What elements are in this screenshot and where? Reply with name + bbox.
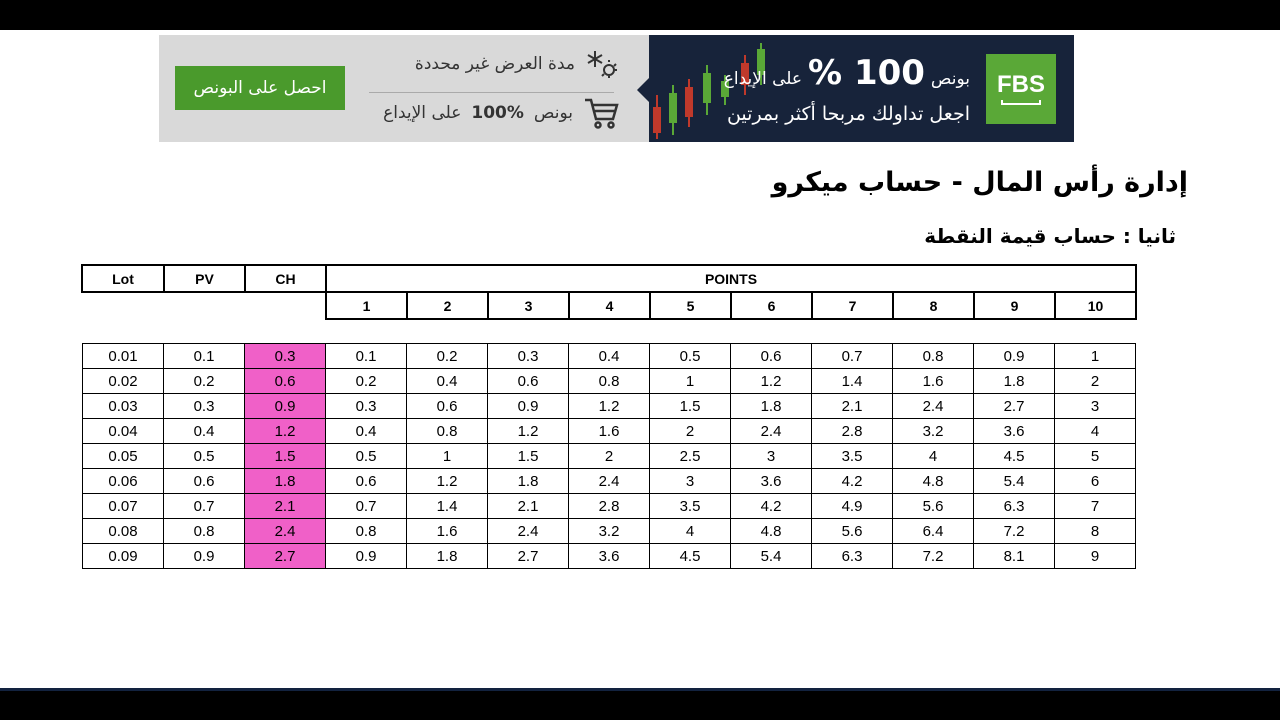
cell-point-value: 4.5	[650, 544, 731, 569]
cell-point-value: 0.3	[326, 394, 407, 419]
cell-ch: 2.1	[245, 494, 326, 519]
banner-brand-panel	[649, 35, 1074, 142]
table-row	[83, 419, 1136, 444]
cell-point-value: 2.5	[650, 444, 731, 469]
bonus-headline-prefix: بونص	[930, 69, 970, 89]
cell-pv: 0.8	[164, 519, 245, 544]
cell-lot: 0.02	[83, 369, 164, 394]
cell-point-value: 6.3	[974, 494, 1055, 519]
header-point-5: 5	[650, 292, 731, 319]
cell-point-value: 4.5	[974, 444, 1055, 469]
cell-point-value: 6	[1055, 469, 1136, 494]
cell-point-value: 1.8	[407, 544, 488, 569]
header-ch: CH	[245, 265, 326, 292]
cell-point-value: 1.2	[488, 419, 569, 444]
cell-pv: 0.4	[164, 419, 245, 444]
offer-bonus-suffix: على الإيداع	[383, 103, 462, 123]
header-point-3: 3	[488, 292, 569, 319]
cell-point-value: 0.5	[650, 344, 731, 369]
bonus-headline-suffix: على الإيداع	[723, 69, 803, 89]
cell-point-value: 3.6	[569, 544, 650, 569]
table-row	[83, 494, 1136, 519]
cell-lot: 0.03	[83, 394, 164, 419]
header-point-1: 1	[326, 292, 407, 319]
cell-point-value: 7.2	[893, 544, 974, 569]
cell-point-value: 1	[650, 369, 731, 394]
cell-point-value: 1	[1055, 344, 1136, 369]
cell-point-value: 2.7	[488, 544, 569, 569]
cell-point-value: 1.2	[731, 369, 812, 394]
cell-point-value: 0.7	[812, 344, 893, 369]
fbs-banner-ad[interactable]	[159, 35, 1074, 142]
cell-point-value: 7.2	[974, 519, 1055, 544]
header-points: POINTS	[326, 265, 1136, 292]
table-row	[83, 519, 1136, 544]
cell-point-value: 8	[1055, 519, 1136, 544]
cell-point-value: 4	[893, 444, 974, 469]
cell-point-value: 1	[407, 444, 488, 469]
cell-point-value: 0.6	[407, 394, 488, 419]
offer-bonus-prefix: بونص	[533, 103, 573, 123]
cell-point-value: 1.4	[407, 494, 488, 519]
bottom-bar	[0, 688, 1280, 691]
cell-point-value: 9	[1055, 544, 1136, 569]
cell-point-value: 5.4	[974, 469, 1055, 494]
cell-point-value: 0.6	[731, 344, 812, 369]
cell-ch: 0.6	[245, 369, 326, 394]
cell-point-value: 0.1	[326, 344, 407, 369]
offer-bonus-row	[383, 97, 619, 129]
cell-point-value: 1.5	[650, 394, 731, 419]
slide-page	[0, 30, 1280, 688]
cell-point-value: 0.6	[488, 369, 569, 394]
cell-point-value: 8.1	[974, 544, 1055, 569]
header-blank	[164, 292, 245, 319]
page-title: إدارة رأس المال - حساب ميكرو	[771, 167, 1188, 198]
cart-icon	[583, 97, 619, 129]
table-row	[83, 544, 1136, 569]
cell-point-value: 0.7	[326, 494, 407, 519]
cell-point-value: 2.4	[569, 469, 650, 494]
cell-point-value: 2.4	[731, 419, 812, 444]
cell-pv: 0.9	[164, 544, 245, 569]
cell-point-value: 1.2	[407, 469, 488, 494]
cell-point-value: 0.5	[326, 444, 407, 469]
cell-point-value: 5.6	[893, 494, 974, 519]
fbs-logo-text: FBS	[997, 71, 1045, 98]
snowflake-sun-icon	[585, 49, 619, 79]
cell-point-value: 2.8	[812, 419, 893, 444]
fbs-logo	[986, 54, 1056, 124]
cell-ch: 0.9	[245, 394, 326, 419]
cell-point-value: 4.8	[893, 469, 974, 494]
cell-point-value: 3	[1055, 394, 1136, 419]
table-row	[83, 469, 1136, 494]
cell-point-value: 1.2	[569, 394, 650, 419]
cell-point-value: 3.5	[650, 494, 731, 519]
offer-period-row	[415, 49, 619, 79]
cell-point-value: 2.1	[812, 394, 893, 419]
cell-point-value: 1.8	[731, 394, 812, 419]
cell-point-value: 0.8	[407, 419, 488, 444]
cell-point-value: 0.9	[326, 544, 407, 569]
cell-point-value: 6.4	[893, 519, 974, 544]
fbs-logo-underline	[1001, 100, 1041, 105]
cell-ch: 2.7	[245, 544, 326, 569]
bonus-headline	[724, 53, 970, 93]
header-point-7: 7	[812, 292, 893, 319]
cell-point-value: 1.5	[488, 444, 569, 469]
cell-point-value: 3.6	[974, 419, 1055, 444]
header-lot: Lot	[82, 265, 164, 292]
cell-pv: 0.7	[164, 494, 245, 519]
point-value-table	[82, 343, 1136, 569]
cell-point-value: 0.4	[326, 419, 407, 444]
cell-point-value: 4.8	[731, 519, 812, 544]
cell-point-value: 1.6	[407, 519, 488, 544]
offer-period-text: مدة العرض غير محددة	[414, 54, 575, 74]
header-point-2: 2	[407, 292, 488, 319]
header-point-4: 4	[569, 292, 650, 319]
cell-point-value: 1.4	[812, 369, 893, 394]
cell-ch: 2.4	[245, 519, 326, 544]
cell-lot: 0.06	[83, 469, 164, 494]
cell-point-value: 4.2	[812, 469, 893, 494]
cell-point-value: 0.8	[569, 369, 650, 394]
header-blank	[245, 292, 326, 319]
cell-point-value: 4	[1055, 419, 1136, 444]
cell-point-value: 2.1	[488, 494, 569, 519]
header-point-9: 9	[974, 292, 1055, 319]
cell-pv: 0.2	[164, 369, 245, 394]
cell-pv: 0.5	[164, 444, 245, 469]
header-point-8: 8	[893, 292, 974, 319]
table-row	[83, 369, 1136, 394]
cell-lot: 0.09	[83, 544, 164, 569]
page-subtitle: ثانيا : حساب قيمة النقطة	[924, 224, 1176, 248]
table-row	[83, 344, 1136, 369]
cell-point-value: 1.6	[893, 369, 974, 394]
header-blank	[82, 292, 164, 319]
cell-point-value: 3.2	[893, 419, 974, 444]
cell-point-value: 3	[650, 469, 731, 494]
cell-lot: 0.07	[83, 494, 164, 519]
get-bonus-button[interactable]: احصل على البونص	[175, 66, 345, 110]
cell-point-value: 0.2	[326, 369, 407, 394]
cell-point-value: 0.4	[407, 369, 488, 394]
points-header-table	[81, 264, 1137, 320]
table-row	[83, 394, 1136, 419]
bonus-subheadline: اجعل تداولك مربحا أكثر بمرتين	[726, 103, 970, 125]
cell-point-value: 5	[1055, 444, 1136, 469]
point-value-table-body	[83, 344, 1136, 569]
cell-point-value: 2.8	[569, 494, 650, 519]
header-point-6: 6	[731, 292, 812, 319]
cell-point-value: 3.5	[812, 444, 893, 469]
cell-pv: 0.3	[164, 394, 245, 419]
cell-lot: 0.01	[83, 344, 164, 369]
cell-point-value: 0.3	[488, 344, 569, 369]
cell-point-value: 0.8	[326, 519, 407, 544]
cell-point-value: 7	[1055, 494, 1136, 519]
cell-point-value: 4.9	[812, 494, 893, 519]
cell-point-value: 0.8	[893, 344, 974, 369]
cell-point-value: 0.6	[326, 469, 407, 494]
cell-lot: 0.05	[83, 444, 164, 469]
cell-ch: 0.3	[245, 344, 326, 369]
cell-lot: 0.08	[83, 519, 164, 544]
cell-pv: 0.1	[164, 344, 245, 369]
header-pv: PV	[164, 265, 245, 292]
cell-ch: 1.5	[245, 444, 326, 469]
cell-point-value: 1.8	[974, 369, 1055, 394]
cell-point-value: 5.6	[812, 519, 893, 544]
cell-point-value: 2	[1055, 369, 1136, 394]
cell-point-value: 4	[650, 519, 731, 544]
cell-point-value: 2	[569, 444, 650, 469]
cell-point-value: 0.2	[407, 344, 488, 369]
table-row	[83, 444, 1136, 469]
bonus-headline-value: 100 %	[808, 53, 925, 93]
cell-point-value: 3.6	[731, 469, 812, 494]
cell-point-value: 2.7	[974, 394, 1055, 419]
cell-point-value: 1.8	[488, 469, 569, 494]
cell-point-value: 0.9	[488, 394, 569, 419]
cell-lot: 0.04	[83, 419, 164, 444]
cell-point-value: 4.2	[731, 494, 812, 519]
cell-point-value: 5.4	[731, 544, 812, 569]
offer-divider	[369, 92, 614, 93]
cell-point-value: 3	[731, 444, 812, 469]
cell-point-value: 2	[650, 419, 731, 444]
cell-point-value: 2.4	[893, 394, 974, 419]
cell-ch: 1.8	[245, 469, 326, 494]
cell-point-value: 3.2	[569, 519, 650, 544]
cell-point-value: 2.4	[488, 519, 569, 544]
cell-point-value: 0.9	[974, 344, 1055, 369]
header-point-10: 10	[1055, 292, 1136, 319]
cell-pv: 0.6	[164, 469, 245, 494]
cell-point-value: 6.3	[812, 544, 893, 569]
cell-point-value: 1.6	[569, 419, 650, 444]
cell-point-value: 0.4	[569, 344, 650, 369]
cell-ch: 1.2	[245, 419, 326, 444]
offer-bonus-value: 100%	[471, 103, 524, 123]
